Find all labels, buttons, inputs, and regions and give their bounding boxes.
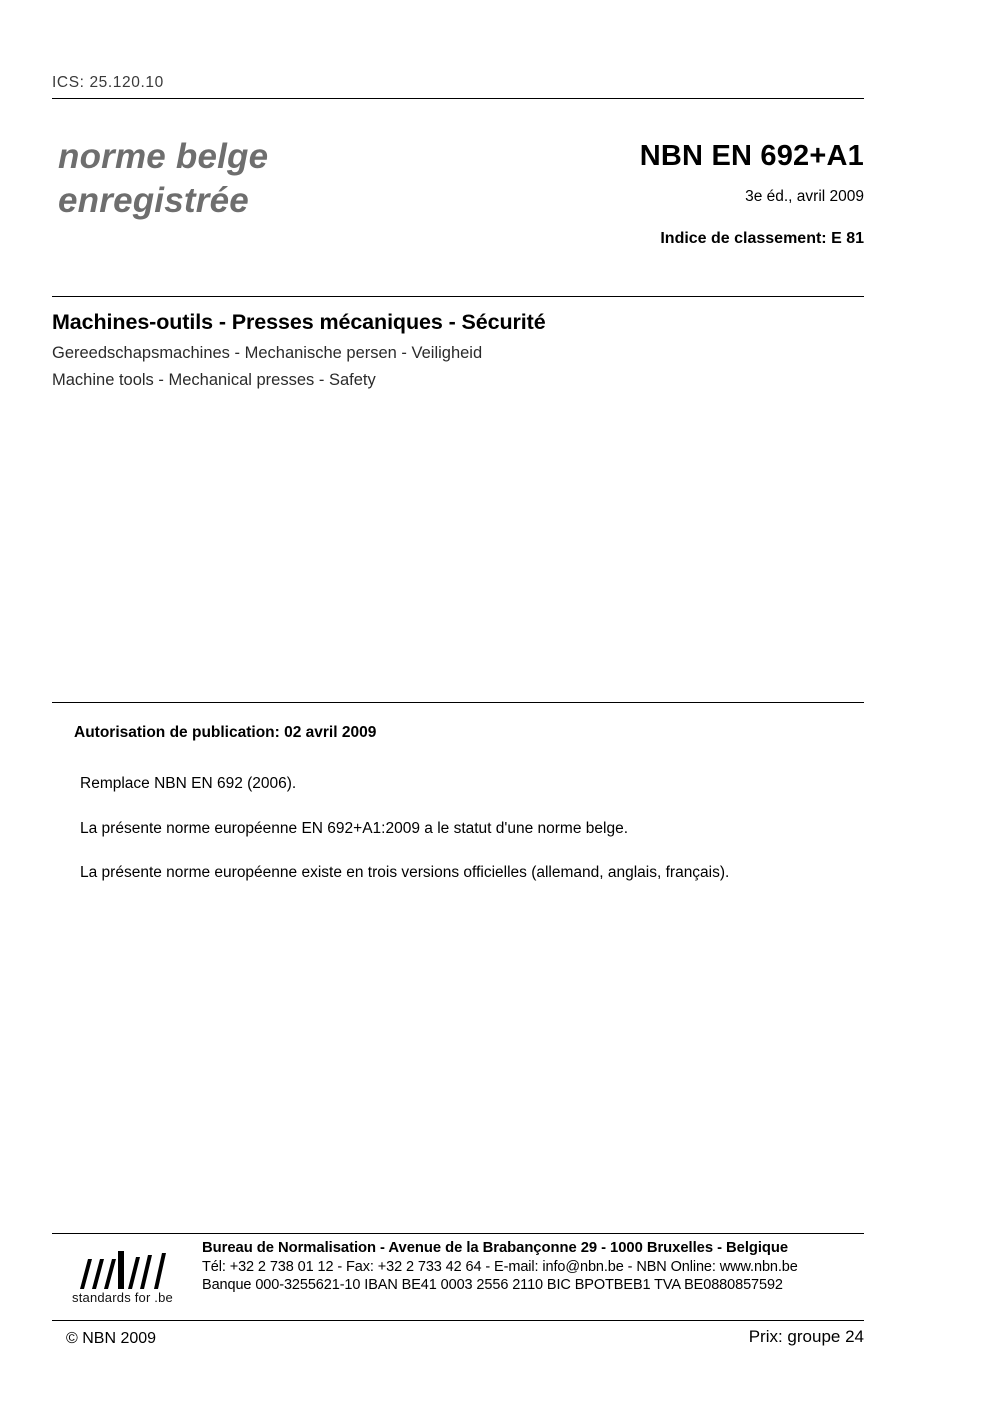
- footer-bank: Banque 000-3255621-10 IBAN BE41 0003 2556 2110 BIC BPOTBEB1 TVA BE0880857592: [202, 1277, 783, 1293]
- divider-authorisation: [52, 702, 864, 703]
- note-item: La présente norme européenne EN 692+A1:2009 a le statut d'une norme belge.: [80, 819, 629, 837]
- title-french: Machines-outils - Presses mécaniques - Sécurité: [52, 310, 546, 334]
- note-item: La présente norme européenne existe en trois versions officielles (allemand, anglais, français).: [80, 864, 730, 882]
- divider-bottom: [52, 1320, 864, 1321]
- logo-caption: standards for .be: [72, 1290, 173, 1305]
- standard-classification: Indice de classement: E 81: [660, 230, 864, 247]
- brand-title: [58, 135, 268, 224]
- copyright: © NBN 2009: [66, 1330, 157, 1347]
- ics-code: ICS: 25.120.10: [52, 74, 164, 91]
- brand-line-1: norme belge: [58, 137, 269, 176]
- standard-edition: 3e éd., avril 2009: [745, 188, 864, 205]
- brand-line-2: enregistrée: [58, 181, 249, 221]
- standard-number: NBN EN 692+A1: [639, 140, 864, 172]
- footer-contact: Tél: +32 2 738 01 12 - Fax: +32 2 733 42 64 - E-mail: info@nbn.be - NBN Online: www.nbn.be: [202, 1259, 798, 1275]
- title-english: Machine tools - Mechanical presses - Safety: [52, 371, 376, 389]
- authorisation-notes: [80, 775, 850, 909]
- price-group: Prix: groupe 24: [748, 1327, 864, 1346]
- divider-top: [52, 98, 864, 99]
- footer-address: Bureau de Normalisation - Avenue de la Brabançonne 29 - 1000 Bruxelles - Belgique: [202, 1240, 789, 1256]
- divider-footer: [52, 1233, 864, 1234]
- page-content: [52, 0, 864, 1403]
- divider-title: [52, 296, 864, 297]
- footer-contact-block: [202, 1240, 872, 1295]
- title-dutch: Gereedschapsmachines - Mechanische persen - Veiligheid: [52, 344, 483, 362]
- authorisation-title: Autorisation de publication: 02 avril 2009: [74, 724, 377, 741]
- note-item: Remplace NBN EN 692 (2006).: [80, 775, 297, 792]
